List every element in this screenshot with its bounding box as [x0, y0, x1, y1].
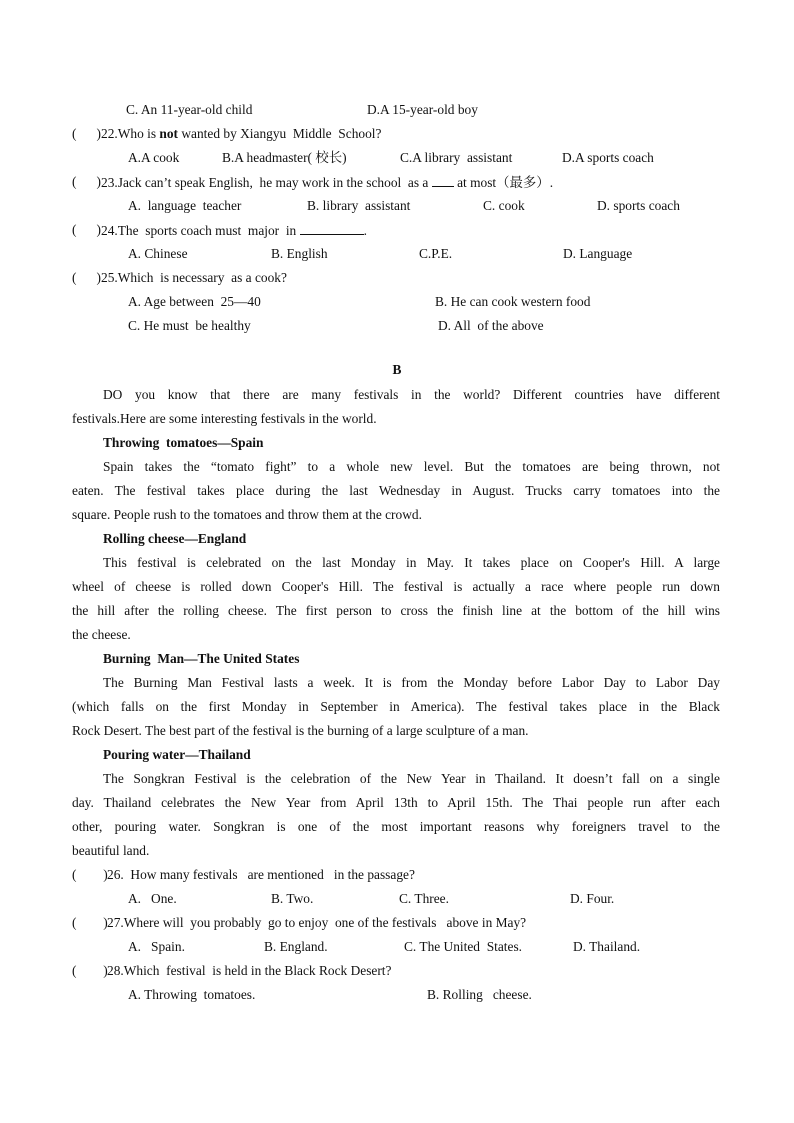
question-23-option-b: B. library assistant: [307, 198, 411, 213]
festival-thailand-line-4: beautiful land.: [72, 843, 150, 858]
question-22-option-b: B.A headmaster( 校长): [222, 150, 347, 165]
question-22-stem-bold: not: [159, 126, 179, 141]
answer-paren-22: ( ): [72, 126, 102, 141]
question-24-option-a: A. Chinese: [128, 246, 188, 261]
answer-blank-24: [300, 222, 364, 235]
question-27-option-a: A. Spain.: [128, 939, 185, 954]
question-26-option-d: D. Four.: [570, 891, 615, 906]
question-23-stem-post: at most（最多）.: [453, 175, 554, 190]
question-24-stem-post: .: [363, 223, 367, 238]
question-28-stem: 28.Which festival is held in the Black Rock Desert?: [107, 963, 392, 978]
festival-thailand-line-3: other, pouring water. Songkran is one of the most important reasons why foreigners travel to the: [72, 819, 720, 834]
question-22-option-d: D.A sports coach: [562, 150, 654, 165]
question-28-option-b: B. Rolling cheese.: [427, 987, 532, 1002]
question-26-option-c: C. Three.: [399, 891, 449, 906]
question-24-option-d: D. Language: [563, 246, 633, 261]
question-25-option-b: B. He can cook western food: [435, 294, 591, 309]
question-27-option-b: B. England.: [264, 939, 328, 954]
question-25-stem: 25.Which is necessary as a cook?: [101, 270, 287, 285]
question-22-stem: [101, 126, 381, 142]
question-23-stem-pre: 23.Jack can’t speak English, he may work in the school as a: [101, 175, 429, 190]
question-22-stem-post: wanted by Xiangyu Middle School?: [178, 126, 382, 141]
festival-england-line-4: the cheese.: [72, 627, 131, 642]
question-22-option-c: C.A library assistant: [400, 150, 513, 165]
question-23-option-c: C. cook: [483, 198, 525, 213]
festival-us-line-2: (which falls on the first Monday in September in America). The festival takes place in the Black: [72, 699, 720, 714]
festival-spain-line-3: square. People rush to the tomatoes and throw them at the crowd.: [72, 507, 422, 522]
festival-title-england: Rolling cheese—England: [103, 531, 247, 546]
question-24-stem-pre: 24.The sports coach must major in: [101, 223, 297, 238]
question-27-stem: 27.Where will you probably go to enjoy one of the festivals above in May?: [107, 915, 527, 930]
question-26-stem: 26. How many festivals are mentioned in the passage?: [107, 867, 415, 882]
festival-england-line-1: This festival is celebrated on the last Monday in May. It takes place on Cooper's Hill. A large: [103, 555, 720, 570]
section-b-heading: B: [392, 362, 402, 377]
festival-title-spain: Throwing tomatoes—Spain: [103, 435, 264, 450]
question-22-option-a: A.A cook: [128, 150, 180, 165]
q21-option-d: D.A 15-year-old boy: [367, 102, 478, 117]
festival-thailand-line-2: day. Thailand celebrates the New Year from April 13th to April 15th. The Thai people run after each: [72, 795, 720, 810]
question-25-option-c: C. He must be healthy: [128, 318, 251, 333]
festival-thailand-line-1: The Songkran Festival is the celebration of the New Year in Thailand. It doesn’t fall on a single: [103, 771, 720, 786]
question-25-option-d: D. All of the above: [438, 318, 544, 333]
answer-paren-26: ( ): [72, 867, 108, 882]
question-28-option-a: A. Throwing tomatoes.: [128, 987, 256, 1002]
festival-england-line-2: wheel of cheese is rolled down Cooper's Hill. The festival is actually a race where people run down: [72, 579, 720, 594]
festival-us-line-1: The Burning Man Festival lasts a week. It is from the Monday before Labor Day to Labor Day: [103, 675, 720, 690]
question-24-option-b: B. English: [271, 246, 328, 261]
festival-spain-line-1: Spain takes the “tomato fight” to a whole new level. But the tomatoes are being thrown, not: [103, 459, 720, 474]
passage-intro-line-2: festivals.Here are some interesting festivals in the world.: [72, 411, 377, 426]
question-22-stem-pre: 22.Who is: [101, 126, 160, 141]
answer-paren-23: ( ): [72, 174, 102, 189]
question-26-option-a: A. One.: [128, 891, 177, 906]
question-27-option-c: C. The United States.: [404, 939, 523, 954]
festival-england-line-3: the hill after the rolling cheese. The first person to cross the finish line at the bottom of the hill wins: [72, 603, 720, 618]
question-27-option-d: D. Thailand.: [573, 939, 641, 954]
answer-paren-24: ( ): [72, 222, 102, 237]
answer-blank-23: [432, 174, 454, 187]
festival-title-united-states: Burning Man—The United States: [103, 651, 300, 666]
answer-paren-28: ( ): [72, 963, 108, 978]
festival-spain-line-2: eaten. The festival takes place during the last Wednesday in August. Trucks carry tomatoes into the: [72, 483, 720, 498]
question-24-stem: [101, 222, 367, 239]
answer-paren-25: ( ): [72, 270, 102, 285]
answer-paren-27: ( ): [72, 915, 108, 930]
passage-intro-line-1: DO you know that there are many festivals in the world? Different countries have different: [103, 387, 720, 402]
question-26-option-b: B. Two.: [271, 891, 314, 906]
question-24-option-c: C.P.E.: [419, 246, 453, 261]
question-25-option-a: A. Age between 25—40: [128, 294, 261, 309]
q21-option-c: C. An 11-year-old child: [126, 102, 253, 117]
question-23-option-d: D. sports coach: [597, 198, 680, 213]
question-23-option-a: A. language teacher: [128, 198, 242, 213]
festival-us-line-3: Rock Desert. The best part of the festival is the burning of a large sculpture of a man.: [72, 723, 529, 738]
festival-title-thailand: Pouring water—Thailand: [103, 747, 251, 762]
question-23-stem: [101, 174, 553, 191]
